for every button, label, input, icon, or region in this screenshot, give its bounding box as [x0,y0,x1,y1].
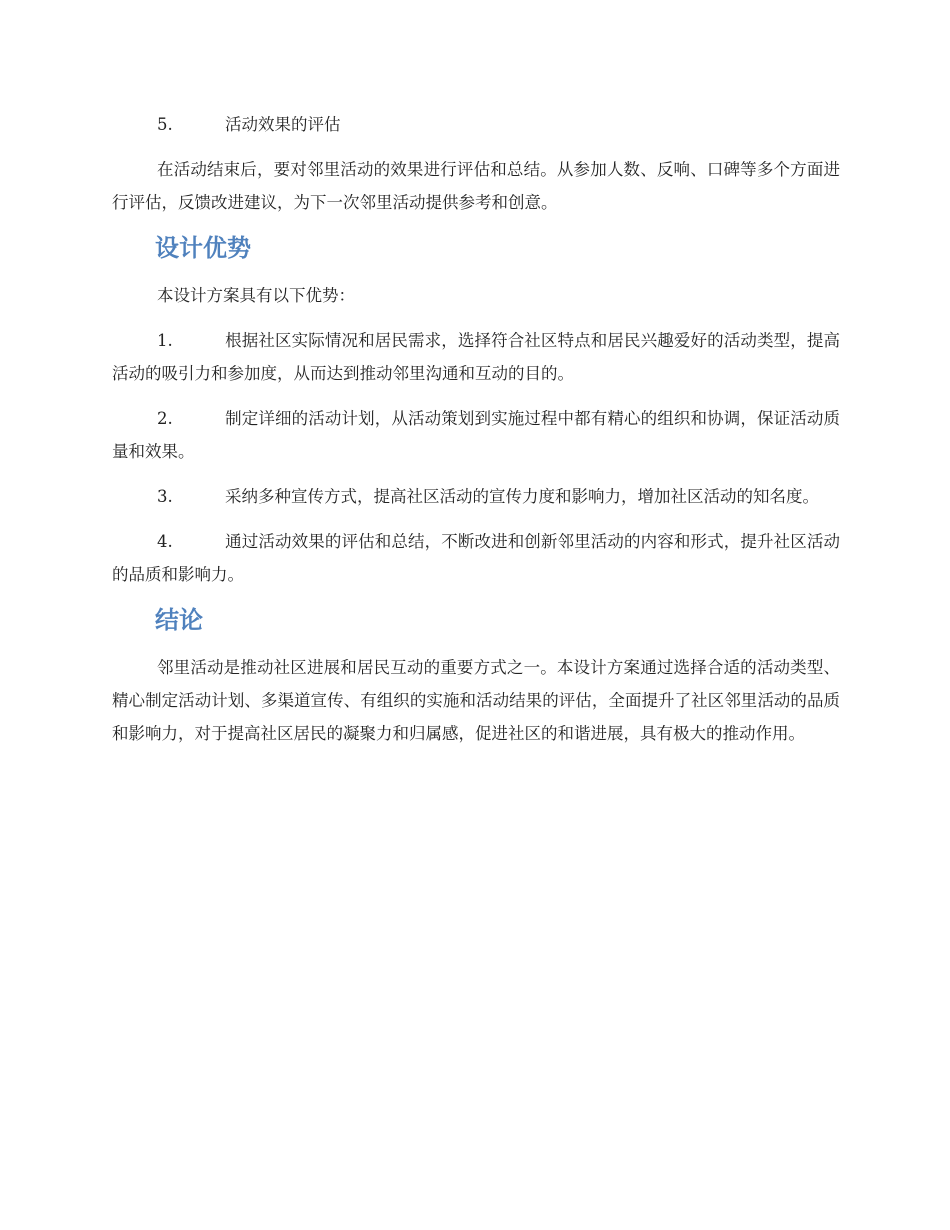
evaluation-paragraph: 在活动结束后，要对邻里活动的效果进行评估和总结。从参加人数、反响、口碑等多个方面进行评估，反馈改进建议，为下一次邻里活动提供参考和创意。 [112,160,840,212]
conclusion-paragraph: 邻里活动是推动社区进展和居民互动的重要方式之一。本设计方案通过选择合适的活动类型、精心制定活动计划、多渠道宣传、有组织的实施和活动结果的评估，全面提升了社区邻里活动的品质和影响力，对于提高社区居民的凝聚力和归属感，促进社区的和谐进展，具有极大的推动作用。 [112,658,840,743]
document-content [112,108,840,762]
list-number: 3. [157,487,173,506]
list-item-text: 采纳多种宣传方式，提高社区活动的宣传力度和影响力，增加社区活动的知名度。 [225,487,819,506]
section-heading-conclusion: 结论 [155,606,203,634]
list-number: 4. [157,532,173,551]
list-item-text: 根据社区实际情况和居民需求，选择符合社区特点和居民兴趣爱好的活动类型，提高活动的吸引力和参加度，从而达到推动邻里沟通和互动的目的。 [112,331,840,383]
list-number: 5. [157,115,173,134]
list-item-advantage-3 [112,480,840,513]
list-item-advantage-4 [112,525,840,591]
advantages-intro: 本设计方案具有以下优势： [157,286,355,305]
list-item-advantage-2 [112,402,840,468]
list-number: 1. [157,331,173,350]
section-heading-advantages: 设计优势 [155,234,251,262]
list-item-text: 通过活动效果的评估和总结，不断改进和创新邻里活动的内容和形式，提升社区活动的品质和影响力。 [112,532,840,584]
list-item-5 [112,108,840,141]
list-item-advantage-1 [112,324,840,390]
list-number: 2. [157,409,173,428]
list-item-text: 活动效果的评估 [225,115,341,134]
list-item-text: 制定详细的活动计划，从活动策划到实施过程中都有精心的组织和协调，保证活动质量和效果。 [112,409,840,461]
